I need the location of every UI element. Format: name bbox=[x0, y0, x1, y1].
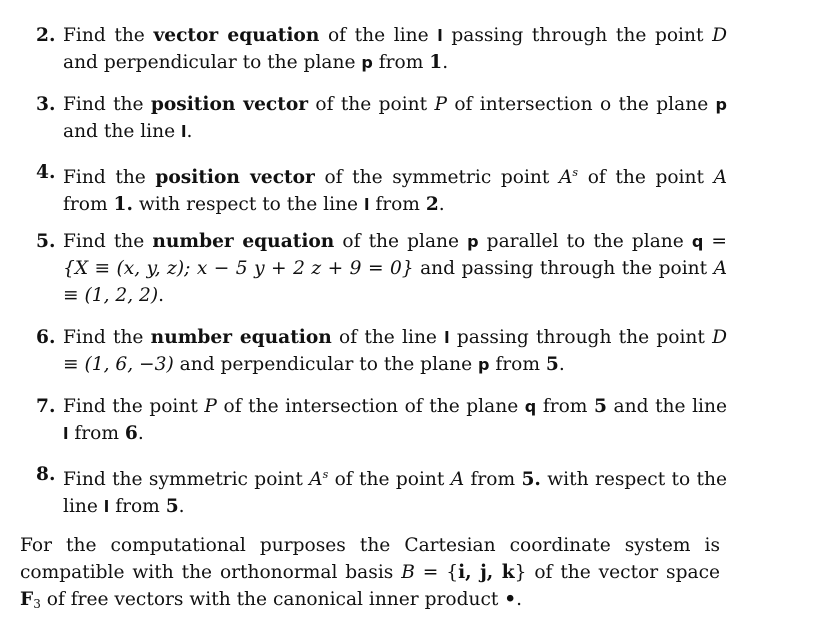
line-symbol: l bbox=[103, 497, 110, 516]
item-number: 5. bbox=[36, 231, 56, 252]
superscript: s bbox=[322, 468, 329, 481]
item-reference: 5 bbox=[545, 354, 559, 375]
text-run: of free vectors with the canonical inner product bbox=[40, 589, 505, 610]
text-run: and the line bbox=[606, 396, 727, 417]
text-run: . bbox=[186, 121, 193, 142]
plane-symbol: p bbox=[467, 232, 479, 251]
plane-symbol: p bbox=[478, 355, 490, 374]
text-run: . bbox=[442, 52, 449, 73]
item-reference: 2 bbox=[425, 194, 439, 215]
inner-product-symbol: • bbox=[504, 589, 517, 610]
item-text bbox=[63, 22, 727, 76]
emphasis-term: number equation bbox=[150, 327, 332, 348]
point-coordinates: A ≡ (1, 2, 2) bbox=[63, 258, 727, 306]
text-run: from bbox=[536, 396, 594, 417]
text-run: and passing through the point bbox=[413, 258, 714, 279]
superscript: s bbox=[572, 166, 579, 179]
text-run: of the line bbox=[319, 25, 438, 46]
emphasis-term: position vector bbox=[150, 94, 309, 115]
item-number: 4. bbox=[36, 162, 56, 183]
item-reference: 5. bbox=[521, 469, 541, 490]
plane-equation: = {X ≡ (x, y, z); x − 5 y + 2 z + 9 = 0} bbox=[63, 231, 727, 279]
text-run: of the point bbox=[328, 469, 451, 490]
plane-symbol: q bbox=[691, 232, 704, 251]
text-run: . bbox=[137, 423, 144, 444]
text-run: . bbox=[558, 354, 565, 375]
text-run: . bbox=[438, 194, 445, 215]
text-run: Find the symmetric point bbox=[63, 469, 310, 490]
emphasis-term: vector equation bbox=[153, 25, 320, 46]
closing-paragraph bbox=[20, 532, 720, 618]
item-reference: 5 bbox=[594, 396, 607, 417]
plane-symbol: p bbox=[361, 53, 373, 72]
text-run: passing through the point bbox=[449, 327, 713, 348]
line-symbol: l bbox=[363, 195, 370, 214]
text-run: of the intersection of the plane bbox=[216, 396, 525, 417]
line-symbol: l bbox=[444, 328, 450, 347]
plane-symbol: q bbox=[524, 397, 537, 416]
point-symbol: A bbox=[713, 167, 727, 188]
text-run: Find the point bbox=[63, 396, 205, 417]
item-number: 7. bbox=[36, 396, 56, 417]
text-run: of the line bbox=[331, 327, 445, 348]
text-run: of intersection o the plane bbox=[446, 94, 716, 115]
text-run: and the line bbox=[63, 121, 182, 142]
text-run: parallel to the plane bbox=[478, 231, 692, 252]
line-symbol: l bbox=[63, 424, 69, 443]
point-symbol: A bbox=[450, 469, 465, 490]
item-reference: 6 bbox=[124, 423, 138, 444]
plane-symbol: p bbox=[715, 95, 727, 114]
point-coordinates: D ≡ (1, 6, −3) bbox=[63, 327, 728, 375]
item-text bbox=[63, 228, 727, 309]
text-run: . bbox=[158, 285, 165, 306]
point-symbol: A bbox=[309, 469, 323, 490]
emphasis-term: number equation bbox=[152, 231, 335, 252]
text-run: of the point bbox=[578, 167, 714, 188]
item-number: 2. bbox=[36, 25, 56, 46]
text-run: Find the bbox=[63, 327, 151, 348]
text-run: passing through the point bbox=[442, 25, 713, 46]
subscript: 3 bbox=[33, 597, 41, 611]
item-text bbox=[63, 159, 727, 218]
text-run: of the plane bbox=[334, 231, 468, 252]
emphasis-term: position vector bbox=[155, 167, 315, 188]
text-run: and perpendicular to the plane bbox=[173, 354, 479, 375]
text-run: Find the bbox=[63, 94, 151, 115]
text-run: from bbox=[372, 52, 430, 73]
item-text bbox=[63, 461, 727, 520]
text-run: Find the bbox=[63, 167, 156, 188]
text-run: from bbox=[68, 423, 125, 444]
point-symbol: A bbox=[558, 167, 573, 188]
text-run: with respect to the line bbox=[63, 469, 728, 517]
point-symbol: D bbox=[712, 25, 728, 46]
text-run: of the symmetric point bbox=[314, 167, 559, 188]
text-run: For the computational purposes the Cartesian coordinate system is compatible with the orthonormal basis bbox=[20, 535, 720, 583]
text-run: from bbox=[464, 469, 522, 490]
basis-vectors: i, j, k bbox=[458, 562, 515, 583]
line-symbol: l bbox=[437, 26, 443, 45]
item-number: 8. bbox=[36, 464, 56, 485]
text-run: . bbox=[178, 496, 185, 517]
item-number: 3. bbox=[36, 94, 56, 115]
vector-space-symbol: F bbox=[20, 589, 34, 610]
item-text bbox=[63, 324, 727, 378]
text-run: from bbox=[63, 194, 114, 215]
text-run: Find the bbox=[63, 25, 154, 46]
text-run: from bbox=[109, 496, 166, 517]
point-symbol: P bbox=[204, 396, 217, 417]
point-symbol: P bbox=[434, 94, 447, 115]
text-run: = { bbox=[414, 562, 459, 583]
text-run: of the point bbox=[308, 94, 435, 115]
item-reference: 1 bbox=[429, 52, 443, 73]
text-run: } of the vector space bbox=[514, 562, 720, 583]
item-number: 6. bbox=[36, 327, 56, 348]
item-text bbox=[63, 393, 727, 447]
text-run: Find the bbox=[63, 231, 153, 252]
basis-symbol: B bbox=[401, 562, 415, 583]
text-run: from bbox=[489, 354, 546, 375]
text-run: and perpendicular to the plane bbox=[63, 52, 362, 73]
item-text bbox=[63, 91, 727, 145]
item-reference: 5 bbox=[165, 496, 179, 517]
text-run: with respect to the line bbox=[132, 194, 364, 215]
line-symbol: l bbox=[181, 122, 187, 141]
item-reference: 1. bbox=[113, 194, 133, 215]
text-run: . bbox=[516, 589, 523, 610]
text-run: from bbox=[369, 194, 426, 215]
